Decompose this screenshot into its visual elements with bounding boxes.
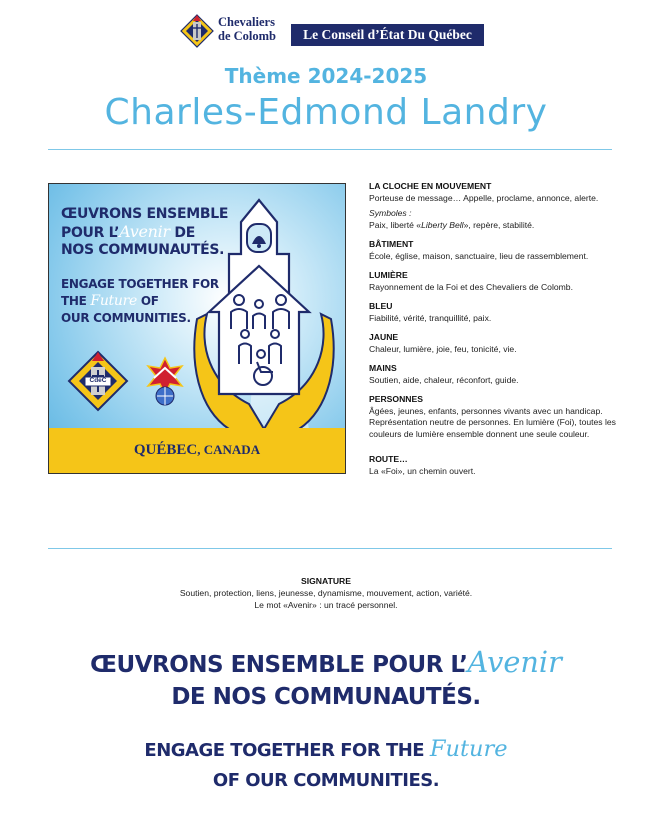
legend-desc-cloche: Porteuse de message… Appelle, proclame, annonce, alerte. [369, 192, 599, 203]
legend-term-batiment: BÂTIMENT [369, 239, 414, 249]
legend-desc-personnes: Âgées, jeunes, enfants, personnes vivants avec un handicap. Représentation neutre de personnes. En lumière (Foi), toutes les couleurs de lumière ensemble donnent une seule couleur. [369, 405, 616, 439]
poster-fr-line3: NOS COMMUNAUTÉS. [61, 242, 225, 258]
signature-title: SIGNATURE [301, 576, 351, 586]
knights-of-columbus-emblem-icon [180, 14, 214, 48]
slogan-french-line2: DE NOS COMMUNAUTÉS. [171, 684, 481, 710]
org-name [218, 15, 286, 43]
slogan-french-line1: ŒUVRONS ENSEMBLE POUR L’Avenir [90, 645, 562, 679]
divider-top [48, 149, 612, 150]
poster-avenir-script: Avenir [119, 222, 170, 241]
legend-desc-bleu: Fiabilité, vérité, tranquillité, paix. [369, 312, 492, 323]
legend-term-jaune: JAUNE [369, 332, 399, 342]
poster-en-line1: ENGAGE TOGETHER FOR [61, 277, 219, 291]
org-name-line2: de Colomb [218, 29, 276, 43]
poster-location: QUÉBEC, CANADA [133, 442, 261, 458]
legend-desc-route: La «Foi», un chemin ouvert. [369, 465, 476, 476]
legend-term-route: ROUTE… [369, 454, 408, 464]
slogan-english-line1: ENGAGE TOGETHER FOR THE Future [144, 736, 508, 762]
theme-poster [48, 183, 346, 474]
legend-subterm-symboles: Symboles : [369, 208, 412, 218]
house-hands-illustration-icon [189, 194, 345, 432]
council-banner: Le Conseil d’État Du Québec [291, 24, 484, 46]
slogan-avenir-script: Avenir [467, 645, 562, 679]
poster-en-line2: THE Future OF [61, 293, 159, 309]
theme-title: Thème 2024-2025 [224, 64, 428, 88]
slogan-english-line2: OF OUR COMMUNITIES. [212, 770, 440, 791]
legend-desc-jaune: Chaleur, lumière, joie, feu, tonicité, vie. [369, 343, 517, 354]
legend-term-lumiere: LUMIÈRE [369, 270, 408, 280]
legend-desc-mains: Soutien, aide, chaleur, réconfort, guide. [369, 374, 519, 385]
slogan-future-script: Future [429, 736, 508, 762]
poster-future-script: Future [90, 293, 137, 309]
poster-fr-line1: ŒUVRONS ENSEMBLE [61, 206, 229, 222]
person-name: Charles-Edmond Landry [104, 92, 548, 133]
fourth-degree-emblem-icon [144, 356, 186, 408]
symbol-legend [369, 181, 629, 477]
legend-desc-symboles: Paix, liberté «Liberty Bell», repère, stabilité. [369, 219, 535, 230]
signature-line1: Soutien, protection, liens, jeunesse, dynamisme, mouvement, action, variété. [179, 588, 473, 598]
legend-term-personnes: PERSONNES [369, 394, 423, 404]
legend-term-cloche: LA CLOCHE EN MOUVEMENT [369, 181, 492, 191]
cdec-emblem-text: CdeC [89, 377, 107, 384]
legend-term-mains: MAINS [369, 363, 397, 373]
legend-desc-batiment: École, église, maison, sanctuaire, lieu de rassemblement. [369, 250, 589, 261]
divider-middle [48, 548, 612, 549]
legend-desc-lumiere: Rayonnement de la Foi et des Chevaliers de Colomb. [369, 281, 573, 292]
org-name-line1: Chevaliers [218, 15, 275, 29]
poster-en-line3: OUR COMMUNITIES. [61, 311, 191, 325]
poster-fr-line2: POUR L’Avenir DE [61, 222, 195, 241]
legend-term-bleu: BLEU [369, 301, 393, 311]
signature-line2: Le mot «Avenir» : un tracé personnel. [254, 600, 398, 610]
